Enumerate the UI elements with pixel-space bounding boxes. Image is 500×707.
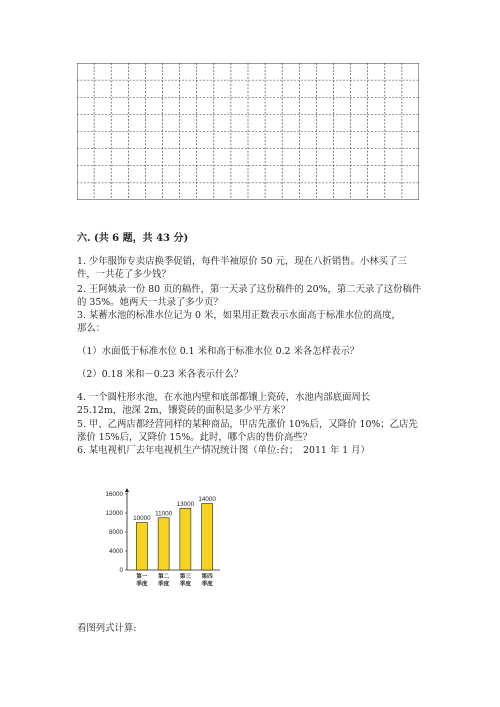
data-label: 11000 [155, 510, 173, 518]
question-line: （1）水面低于标准水位 0.1 米和高于标准水位 0.2 米各怎样表示？ [77, 346, 360, 357]
question-line: 1. 少年服饰专卖店换季促销，每件半袖原价 50 元，现在八折销售。小林买了三 [77, 256, 407, 267]
question-line: 3. 某蓄水池的标准水位记为 0 米，如果用正数表示水面高于标准水位的高度， [77, 310, 401, 321]
question-line: 的 35%。她两天一共录了多少页？ [77, 297, 223, 308]
bar [158, 518, 169, 570]
data-label: 13000 [176, 500, 195, 508]
question-line: 6. 某电视机厂去年电视机生产情况统计图（单位:台； 2011 年 1 月） [77, 445, 370, 456]
y-tick-label: 0 [119, 567, 123, 575]
y-tick-label: 4000 [108, 548, 123, 556]
question-line: 2. 王阿姨录一份 80 页的稿件，第一天录了这份稿件的 20%，第二天录了这份稿件 [77, 284, 422, 295]
y-tick-label: 12000 [105, 510, 123, 518]
question-line: 件，一共花了多少钱？ [77, 269, 171, 280]
question-line: （2）0.18 米和－0.23 米各表示什么？ [77, 369, 244, 380]
y-tick-label: 8000 [108, 529, 123, 537]
y-axis-arrow [125, 488, 129, 492]
bar [180, 508, 191, 570]
section-title: 六. (共 6 题，共 43 分) [77, 233, 189, 244]
x-tick-label: 第四季度 [201, 574, 213, 588]
x-tick-label: 第三季度 [179, 574, 191, 588]
footer-instruction: 看图列式计算: [77, 623, 137, 634]
bar [136, 523, 147, 571]
data-label: 10000 [133, 515, 151, 522]
y-tick-label: 16000 [105, 491, 123, 499]
question-line: 涨价 15%后，又降价 15%。此时，哪个店的售价高些？ [77, 432, 313, 443]
x-tick-label: 第一季度 [136, 574, 148, 588]
answer-grid [77, 63, 419, 200]
x-tick-label: 第二季度 [158, 574, 170, 588]
bar [202, 504, 213, 571]
data-label: 14000 [198, 496, 216, 503]
production-bar-chart [96, 486, 226, 592]
question-line: 25.12m，池深 2m，镶瓷砖的面积是多少平方米？ [77, 405, 290, 416]
question-line: 5. 甲、乙两店都经营同样的某种商品，甲店先涨价 10%后，又降价 10%；乙店先 [77, 419, 418, 430]
question-line: 那么： [77, 323, 106, 334]
question-line: 4. 一个圆柱形水池，在水池内壁和底部都镶上瓷砖，水池内部底面周长 [77, 392, 371, 403]
